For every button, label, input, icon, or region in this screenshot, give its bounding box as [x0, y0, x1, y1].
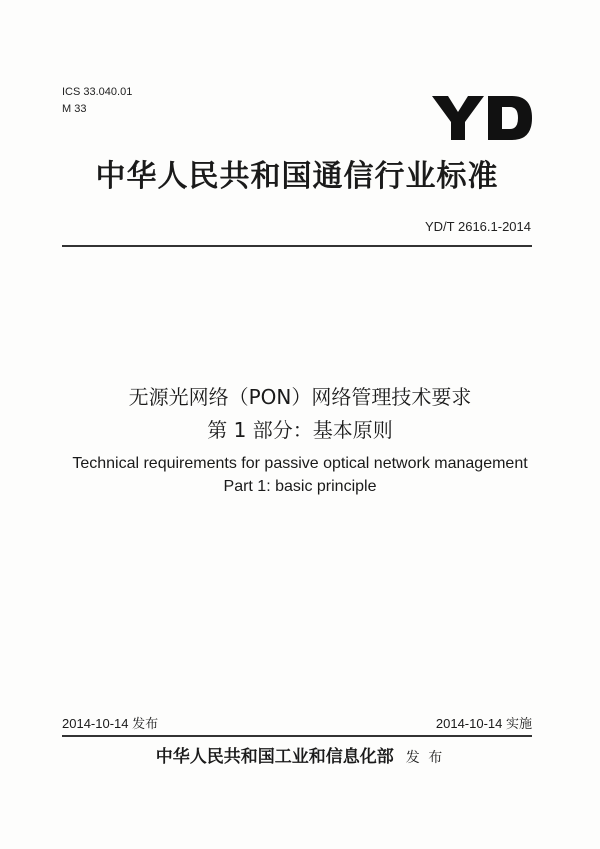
standard-category-title: 中华人民共和国通信行业标准: [95, 159, 499, 194]
header-divider: [62, 245, 532, 247]
classification-codes: [62, 84, 132, 118]
yd-logo: [430, 92, 534, 144]
english-title-line-2: Part 1: basic principle: [223, 478, 377, 495]
implementation-date: 2014-10-14 实施: [435, 716, 532, 731]
issue-date: 2014-10-14 发布: [62, 716, 159, 731]
english-title-line-1: Technical requirements for passive optical network management: [72, 455, 528, 472]
publisher-name: 中华人民共和国工业和信息化部: [155, 747, 394, 767]
chinese-title-line-2: 第 1 部分：基本原则: [207, 418, 393, 442]
ccs-code: M 33: [62, 103, 87, 115]
standard-number: YD/T 2616.1-2014: [425, 219, 531, 234]
chinese-title-line-1: 无源光网络（PON）网络管理技术要求: [128, 385, 472, 409]
publisher-suffix: 发 布: [405, 750, 445, 766]
footer-divider: [62, 735, 532, 737]
ics-code: ICS 33.040.01: [62, 86, 133, 98]
publisher: [0, 742, 600, 767]
